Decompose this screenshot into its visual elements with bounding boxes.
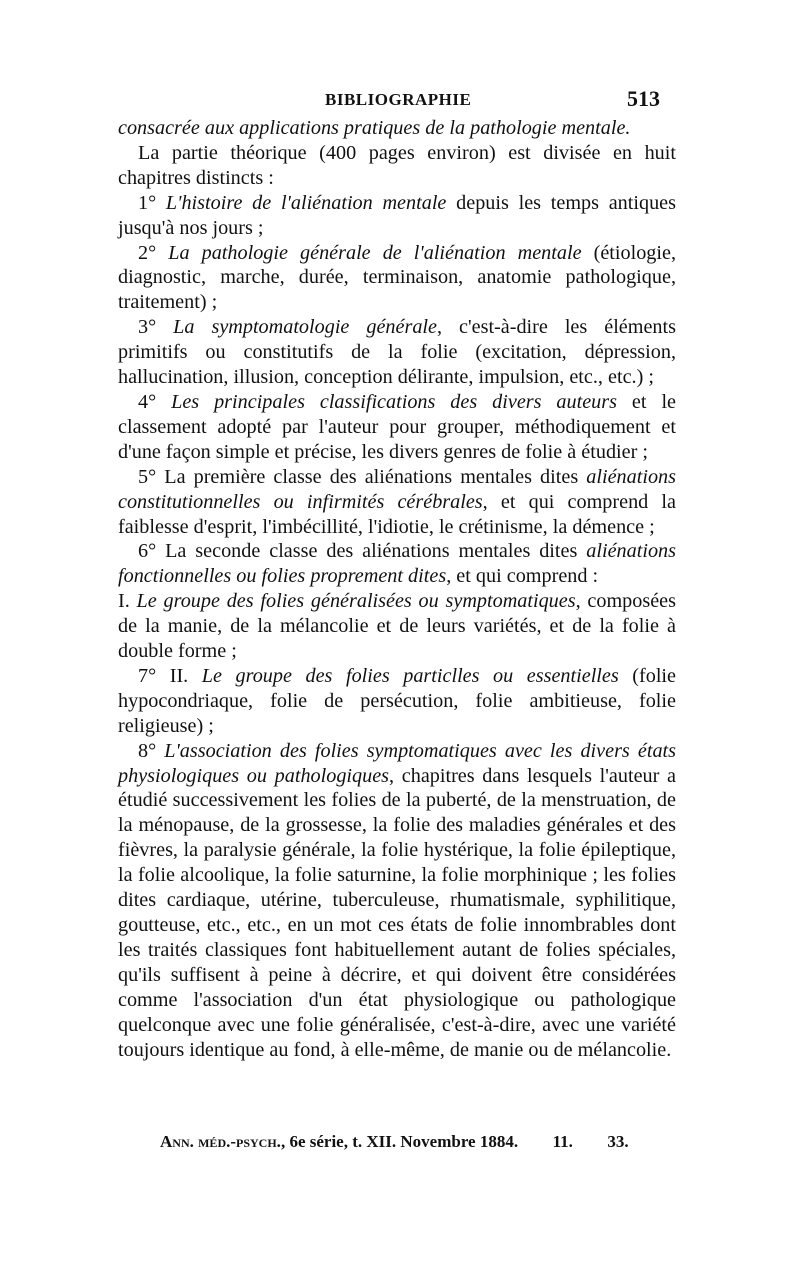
paragraph-1: La partie théorique (400 pages environ) est divisée en huit chapitres distincts :: [118, 141, 676, 189]
running-title: BIBLIOGRAPHIE: [325, 90, 472, 109]
page-number: 513: [627, 86, 660, 111]
signature-footer: [160, 1132, 680, 1152]
journal-details: , 6e série, t. XII. Novembre 1884.: [280, 1132, 519, 1151]
paragraph-2: 1° L'histoire de l'aliénation mentale depuis les temps antiques jusqu'à nos jours ;: [118, 191, 676, 239]
paragraph-0: consacrée aux applications pratiques de la pathologie mentale.: [118, 117, 631, 139]
paragraph-3: 2° La pathologie générale de l'aliénation mentale (étiologie, diagnostic, marche, durée, terminaison, anatomie pathologique, traitement) ;: [118, 241, 677, 314]
sheet-number: 11.: [552, 1132, 573, 1151]
sheet-sequence: 33.: [607, 1132, 629, 1151]
paragraph-4: 3° La symptomatologie générale, c'est-à-dire les éléments primitifs ou constitutifs de la folie (excitation, dépression, hallucination, illusion, conception délirante, impulsion, etc., etc.) ;: [118, 316, 676, 389]
page-body: [118, 116, 676, 1062]
journal-name: Ann. méd.-psych.: [160, 1132, 281, 1151]
paragraph-9: 7° II. Le groupe des folies particlles ou essentielles (folie hypocondriaque, folie de persécution, folie ambitieuse, folie religieuse) ;: [118, 664, 677, 737]
paragraph-8: I. Le groupe des folies généralisées ou symptomatiques, composées de la manie, de la mélancolie et de leurs variétés, et de la folie à double forme ;: [118, 590, 676, 663]
running-header: [130, 88, 670, 114]
paragraph-7: 6° La seconde classe des aliénations mentales dites aliénations fonctionnelles ou folies proprement dites, et qui comprend :: [118, 540, 676, 588]
paragraph-10: 8° L'association des folies symptomatiques avec les divers états physiologiques ou pathologiques, chapitres dans lesquels l'auteur a étudié successivement les folies de la puberté, de la menstruation, de la ménopause, de la grossesse, la folie des maladies générales et des fièvres, la paralysie générale, la folie hystérique, la folie épileptique, la folie alcoolique, la folie saturnine, la folie morphinique ; les folies dites cardiaque, utérine, tuberculeuse, rhumatismale, syphilitique, goutteuse, etc., etc., en un mot ces états de folie innombrables dont les traités classiques font habituellement autant de folies spéciales, qu'ils suffisent à peine à décrire, et qui doivent être considérées comme l'association d'un état physiologique ou pathologique quelconque avec une folie généralisée, c'est-à-dire, avec une variété toujours identique au fond, à elle-même, de manie ou de mélancolie.: [118, 739, 677, 1061]
paragraph-5: 4° Les principales classifications des divers auteurs et le classement adopté par l'auteur pour grouper, méthodiquement et d'une façon simple et précise, les divers genres de folie à étudier ;: [118, 390, 677, 463]
paragraph-6: 5° La première classe des aliénations mentales dites aliénations constitutionnelles ou infirmités cérébrales, et qui comprend la faiblesse d'esprit, l'imbécillité, l'idiotie, le crétinisme, la démence ;: [118, 465, 676, 538]
